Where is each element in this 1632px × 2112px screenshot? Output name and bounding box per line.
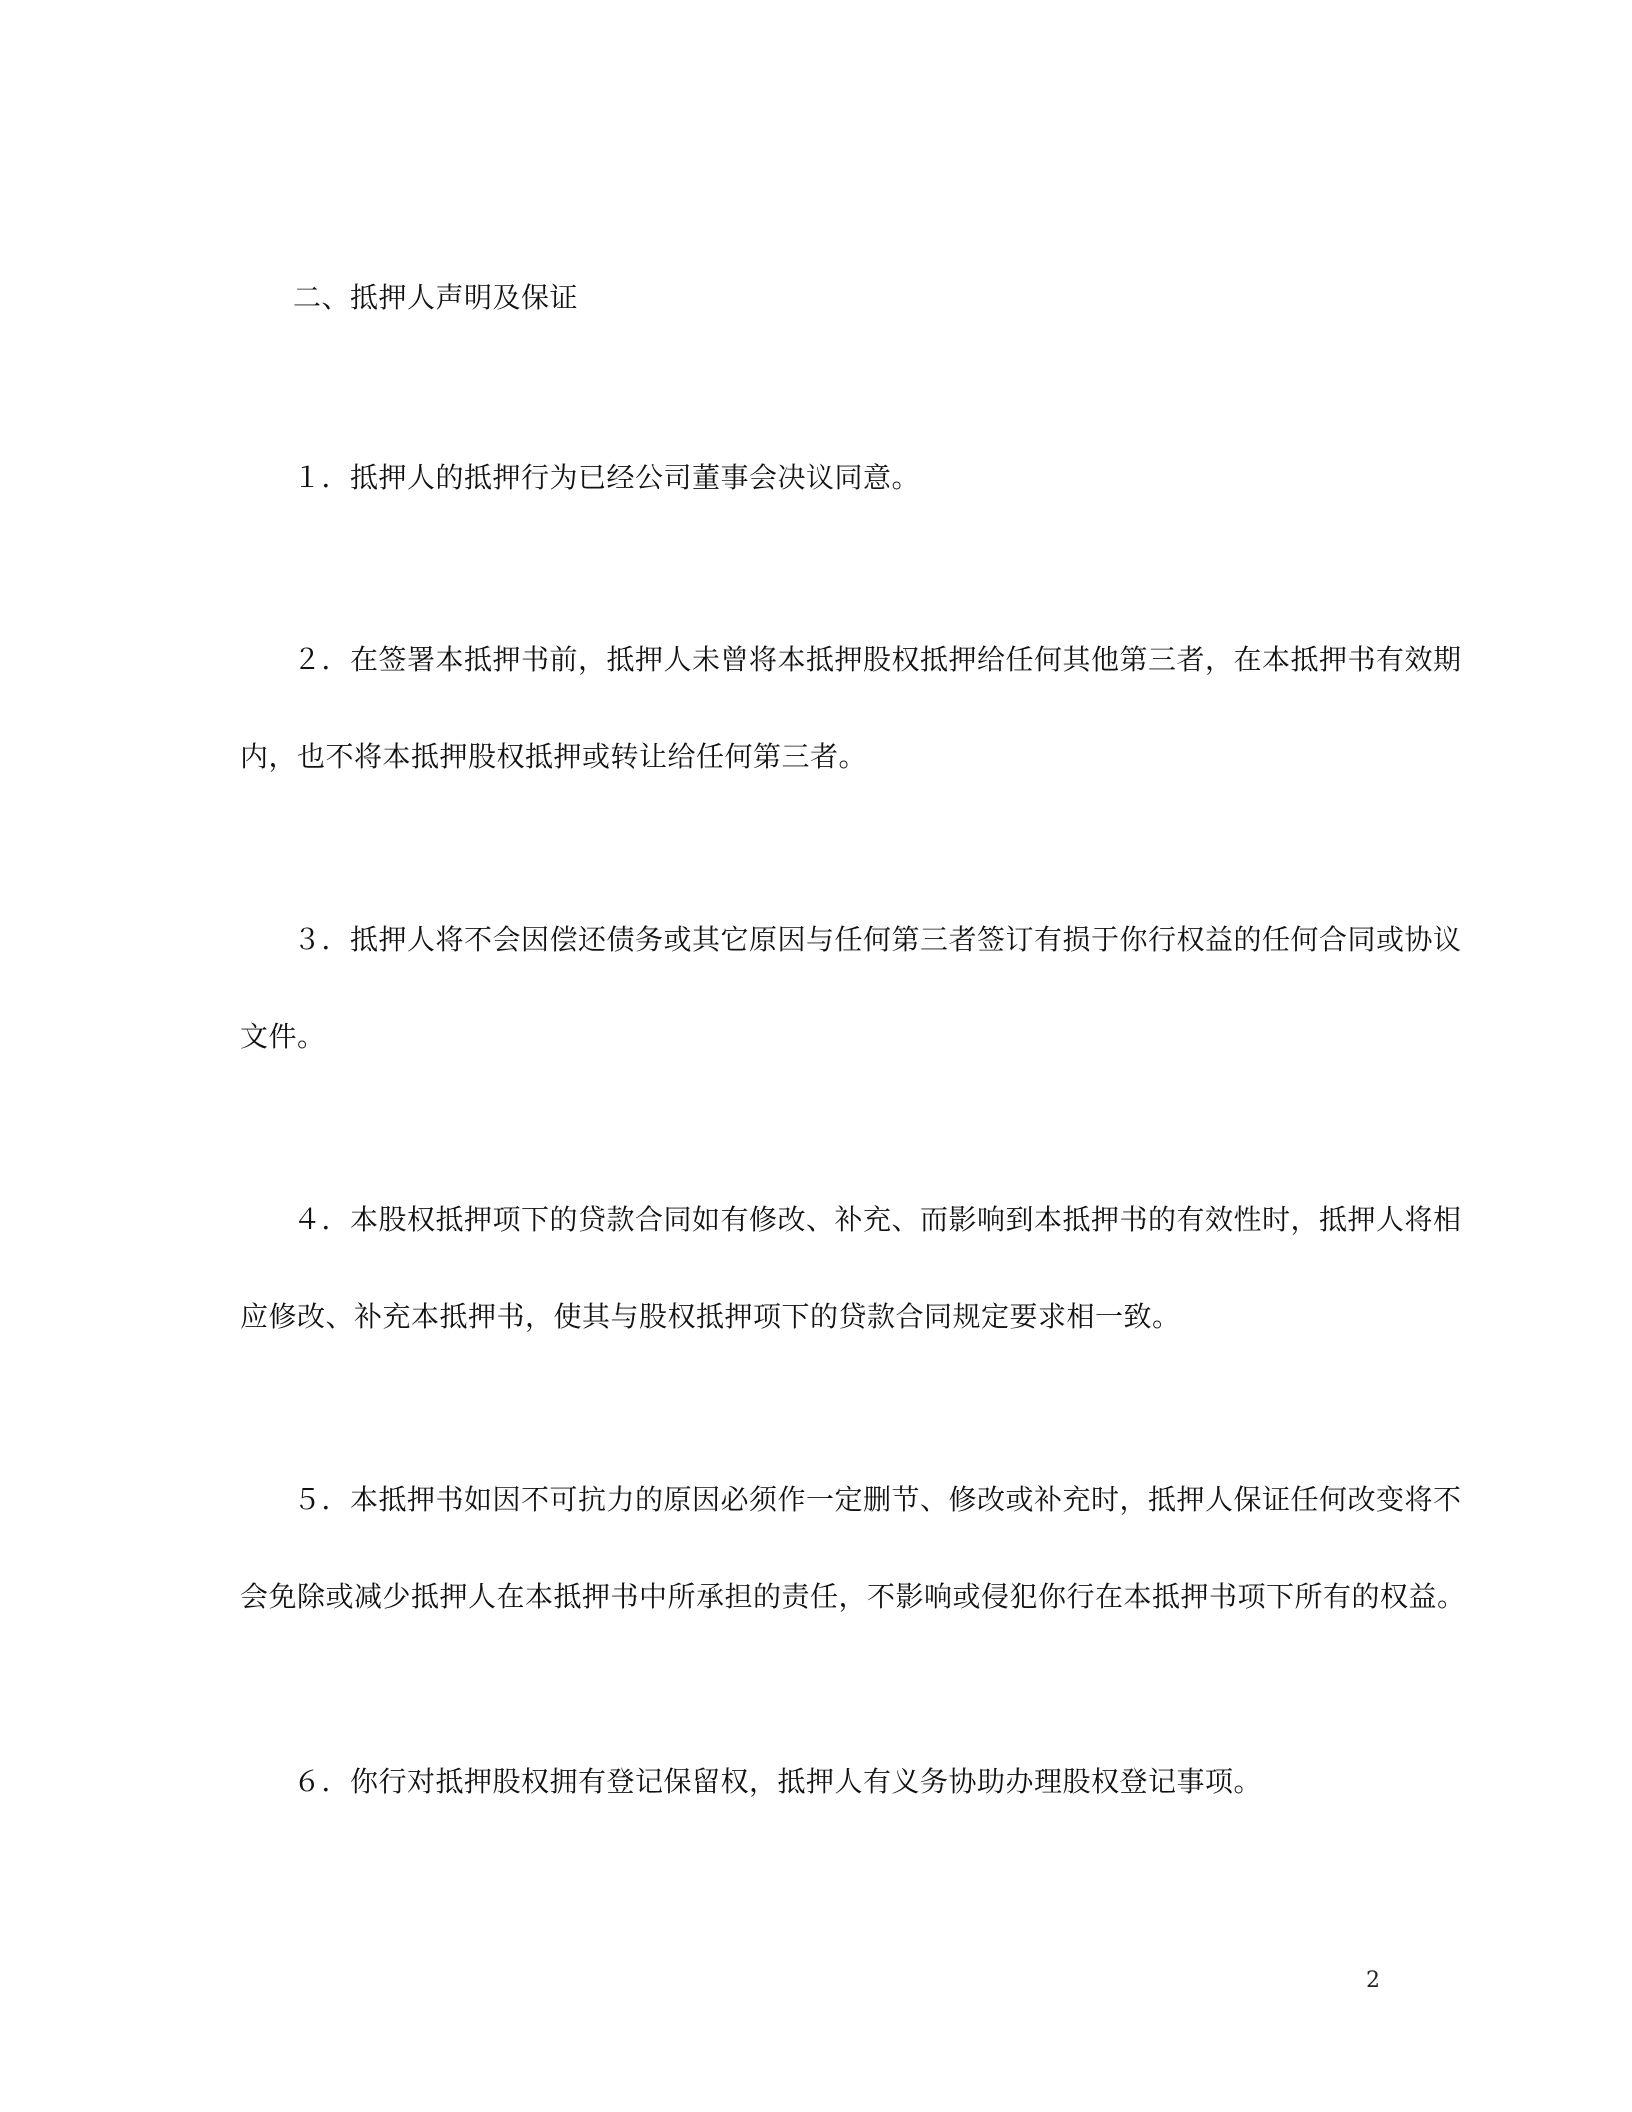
section-heading — [293, 278, 578, 318]
clause-3-number: ３． — [293, 923, 351, 956]
clause-5-text-2: 会免除或减少抵押人在本抵押书中所承担的责任，不影响或侵犯你行在本抵押书项下所有的权益。 — [240, 1580, 1466, 1613]
clause-6-text-1: 你行对抵押股权拥有登记保留权，抵押人有义务协助办理股权登记事项。 — [350, 1765, 1263, 1798]
clause-5-text-1: 本抵押书如因不可抗力的原因必须作一定删节、修改或补充时，抵押人保证任何改变将不 — [350, 1483, 1462, 1516]
clause-2-number: ２． — [293, 643, 351, 676]
page-number: 2 — [1366, 1968, 1380, 1993]
clause-1-line-1 — [293, 458, 920, 498]
clause-3-text-1: 抵押人将不会因偿还债务或其它原因与任何第三者签订有损于你行权益的任何合同或协议 — [350, 923, 1462, 956]
clause-4-text-1: 本股权抵押项下的贷款合同如有修改、补充、而影响到本抵押书的有效性时，抵押人将相 — [350, 1203, 1462, 1236]
clause-2-text-1: 在签署本抵押书前，抵押人未曾将本抵押股权抵押给任何其他第三者，在本抵押书有效期 — [350, 643, 1462, 676]
clause-3-line-1 — [293, 920, 1462, 960]
clause-5-line-1 — [293, 1480, 1462, 1520]
clause-4-line-1 — [293, 1200, 1462, 1240]
clause-3-line-2 — [240, 1017, 326, 1057]
section-heading-text: 二、抵押人声明及保证 — [293, 281, 579, 314]
clause-1-text-1: 抵押人的抵押行为已经公司董事会决议同意。 — [350, 461, 921, 494]
clause-4-line-2 — [240, 1297, 1181, 1337]
clause-4-text-2: 应修改、补充本抵押书，使其与股权抵押项下的贷款合同规定要求相一致。 — [240, 1300, 1181, 1333]
clause-4-number: ４． — [293, 1203, 351, 1236]
clause-5-number: ５． — [293, 1483, 351, 1516]
clause-2-line-2 — [240, 737, 867, 777]
clause-3-text-2: 文件。 — [240, 1020, 326, 1053]
clause-5-line-2 — [240, 1577, 1466, 1617]
clause-2-text-2: 内，也不将本抵押股权抵押或转让给任何第三者。 — [240, 740, 868, 773]
clause-6-number: ６． — [293, 1765, 351, 1798]
clause-1-number: １． — [293, 461, 351, 494]
clause-6-line-1 — [293, 1762, 1262, 1802]
clause-2-line-1 — [293, 640, 1462, 680]
